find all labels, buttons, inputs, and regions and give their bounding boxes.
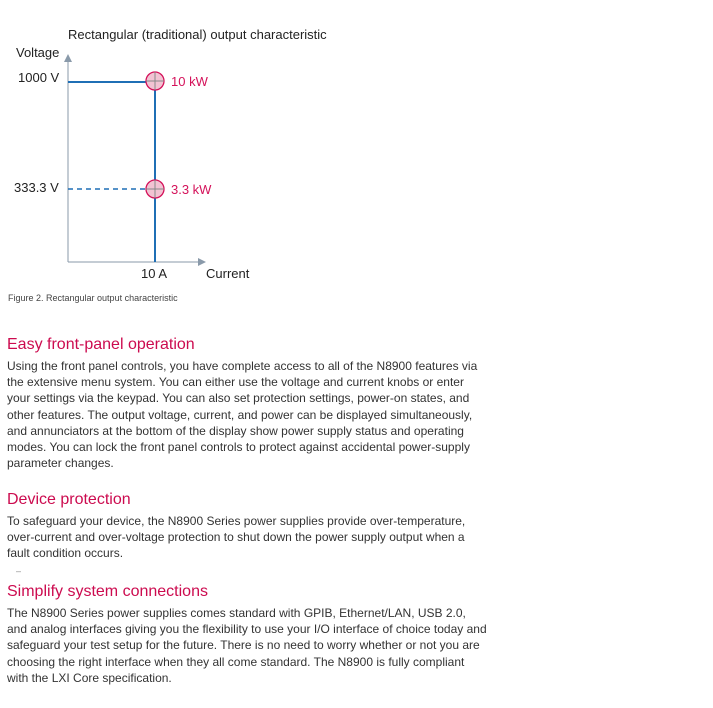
section-body: To safeguard your device, the N8900 Series power supplies provide over-temperature, over-current and over-voltage protection to shut down the power supply output when a fault condition occurs. (7, 514, 466, 561)
section-heading: Device protection (7, 491, 131, 508)
x-axis-arrow (198, 258, 206, 266)
y-tick-1000v: 1000 V (18, 70, 60, 85)
output-characteristic-chart (0, 0, 713, 310)
section-system-connections (7, 583, 487, 686)
section-heading: Easy front-panel operation (7, 336, 195, 353)
point-3-3kw-label: 3.3 kW (171, 182, 212, 197)
chart-title: Rectangular (traditional) output characteristic (68, 27, 327, 42)
y-axis-label: Voltage (16, 45, 60, 60)
section-heading: Simplify system connections (7, 583, 208, 600)
separator-mark: – (16, 566, 22, 576)
section-device-protection (7, 491, 487, 562)
x-axis-label: Current (206, 266, 250, 281)
point-3-3kw (146, 180, 164, 198)
section-body: Using the front panel controls, you have complete access to all of the N8900 features via the extensive menu system. You can either use the voltage and current knobs or enter your settings via the keypad. You can also set protection settings, power-on states, and other features. The output voltage, current, and power can be displayed simultaneously, and annunciators at the bottom of the display show power supply status and operating modes. You can lock the front panel controls to protect against accidental power-supply parameter changes. (7, 359, 478, 471)
y-axis-arrow (64, 54, 72, 62)
section-front-panel (7, 336, 487, 471)
x-tick-10a: 10 A (141, 266, 168, 281)
y-tick-333v: 333.3 V (14, 180, 59, 195)
point-10kw (146, 72, 164, 90)
point-10kw-label: 10 kW (171, 74, 208, 89)
section-body: The N8900 Series power supplies comes standard with GPIB, Ethernet/LAN, USB 2.0, and analog interfaces giving you the flexibility to use your I/O interface of choice today and safeguard your test setup for the future. There is no need to worry whether or not you are choosing the right interface when they all come standard. The N8900 is fully compliant with the LXI Core specification. (7, 606, 487, 685)
figure-caption: Figure 2. Rectangular output characteristic (8, 293, 178, 303)
